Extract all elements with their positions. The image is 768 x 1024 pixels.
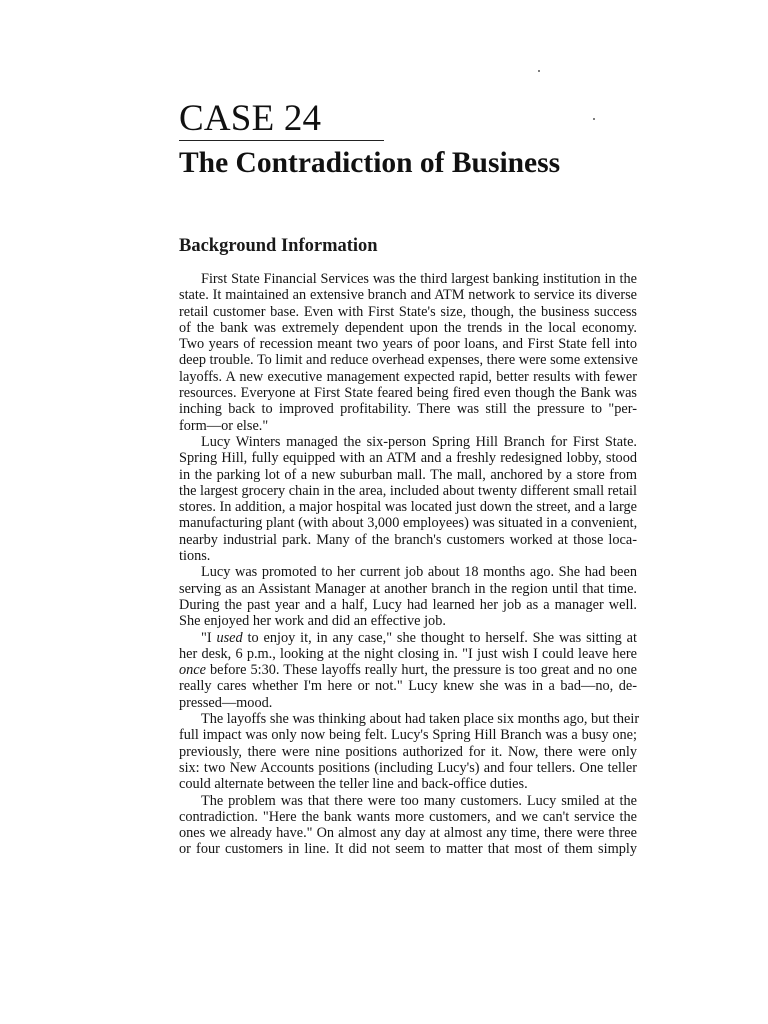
text-line: First State Financial Services was the third largest banking institution in the <box>201 271 637 287</box>
text-line: Two years of recession meant two years of poor loans, and First State fell into <box>179 336 637 353</box>
body-text <box>179 271 640 858</box>
text-line: manufacturing plant (with about 3,000 employees) was situated in a convenient, <box>179 515 638 532</box>
text-line: deep trouble. To limit and reduce overhead expenses, there were some extensive <box>179 352 638 369</box>
text-line: Spring Hill, fully equipped with an ATM and a freshly redesigned lobby, stood <box>179 450 637 467</box>
text-line: resources. Everyone at First State feared being fired even though the Bank was <box>179 385 637 402</box>
scan-speck <box>538 70 540 72</box>
text-line: or four customers in line. It did not seem to matter that most of them simply <box>179 841 637 858</box>
text-line: Lucy was promoted to her current job about 18 months ago. She had been <box>201 564 637 581</box>
text-line: six: two New Accounts positions (including Lucy's) and four tellers. One teller <box>179 759 637 776</box>
text-line: She enjoyed her work and did an effective job. <box>179 613 446 630</box>
text-line: in the parking lot of a new suburban mall. The mall, anchored by a store from <box>179 466 637 483</box>
text-line: The problem was that there were too many customers. Lucy smiled at the <box>201 792 637 809</box>
text-line: contradiction. "Here the bank wants more customers, and we can't service the <box>179 808 637 825</box>
text-line: layoffs. A new executive management expected rapid, better results with fewer <box>179 368 637 385</box>
text-line: stores. In addition, a major hospital was located just down the street, and a large <box>179 499 637 516</box>
text-line: previously, there were nine positions authorized for it. Now, there were only <box>179 743 637 760</box>
text-line: tions. <box>179 548 211 565</box>
text-line: her desk, 6 p.m., looking at the night closing in. "I just wish I could leave here <box>179 645 637 662</box>
case-title: The Contradiction of Business <box>179 147 561 179</box>
text-line: serving as an Assistant Manager at another branch in the region until that time. <box>179 580 637 597</box>
text-line: state. It maintained an extensive branch and ATM network to service its diverse <box>179 287 637 304</box>
case-number-heading: CASE 24 <box>179 98 322 139</box>
text-line: the largest grocery chain in the area, included about twenty different small retail <box>179 482 637 499</box>
text-line: nearby industrial park. Many of the branch's customers worked at those loca- <box>179 531 637 548</box>
text-line: pressed—mood. <box>179 694 273 711</box>
text-line: full impact was only now being felt. Lucy's Spring Hill Branch was a busy one; <box>179 727 637 744</box>
text-line: ones we already have." On almost any day at almost any time, there were three <box>179 825 637 842</box>
section-heading: Background Information <box>179 236 378 256</box>
text-line: Lucy Winters managed the six-person Spring Hill Branch for First State. <box>201 433 637 450</box>
text-line: really cares whether I'm here or not." Lucy knew she was in a bad—no, de- <box>179 678 637 695</box>
text-line: could alternate between the teller line and back-office duties. <box>179 776 528 793</box>
text-line: form—or else." <box>179 417 269 434</box>
text-line: During the past year and a half, Lucy had learned her job as a manager well. <box>179 596 637 613</box>
text-line: once before 5:30. These layoffs really hurt, the pressure is too great and no one <box>179 662 637 679</box>
text-line: of the bank was extremely dependent upon the trends in the local economy. <box>179 319 637 336</box>
text-line: inching back to improved profitability. There was still the pressure to "per- <box>179 401 637 418</box>
text-line: "I used to enjoy it, in any case," she thought to herself. She was sitting at <box>201 629 637 646</box>
heading-divider-rule <box>179 140 384 141</box>
text-line: retail customer base. Even with First State's size, though, the business success <box>179 303 637 320</box>
scan-speck <box>593 118 595 120</box>
text-line: The layoffs she was thinking about had taken place six months ago, but their <box>201 711 640 728</box>
